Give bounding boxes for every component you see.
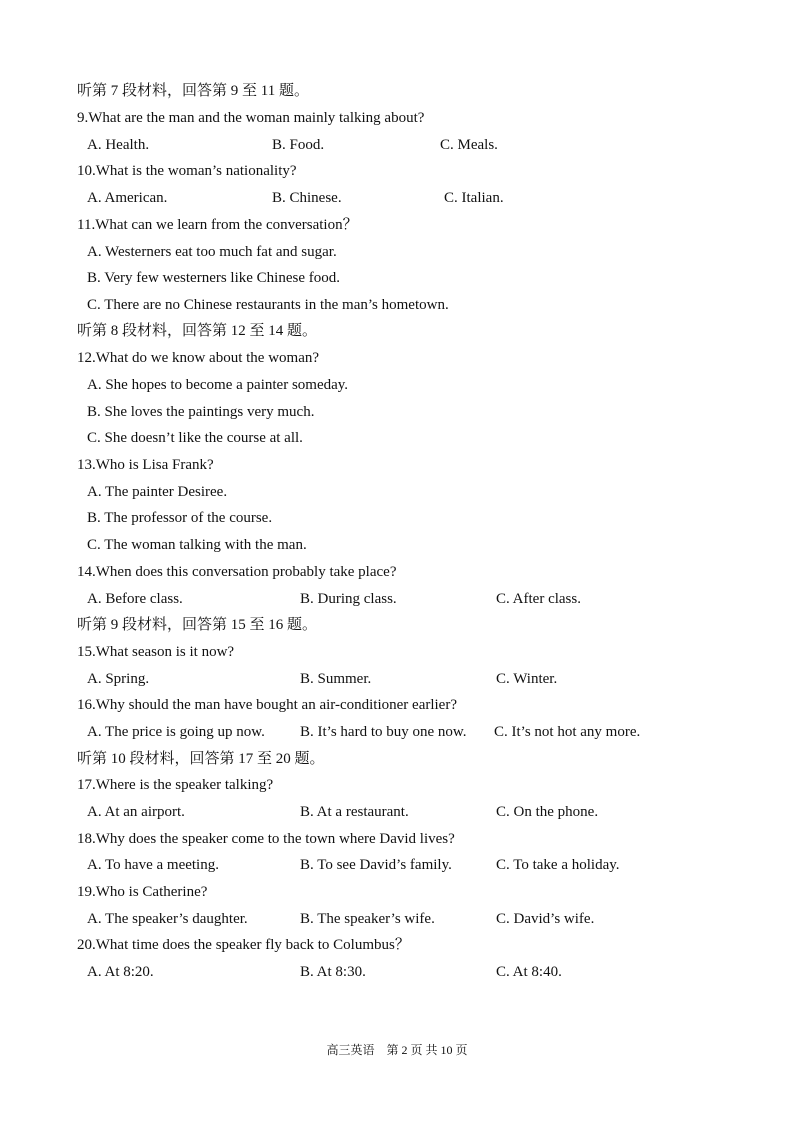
question-stem: 19.Who is Catherine? bbox=[77, 884, 208, 900]
option-c: C. After class. bbox=[496, 591, 581, 607]
section-heading: 听第 10 段材料，回答第 17 至 20 题。 bbox=[77, 751, 325, 767]
option-a: A. American. bbox=[87, 190, 168, 206]
option-b: B. To see David’s family. bbox=[300, 857, 452, 873]
question-stem: 13.Who is Lisa Frank? bbox=[77, 457, 214, 473]
option-c: C. It’s not hot any more. bbox=[494, 724, 641, 740]
option-a: A. Spring. bbox=[87, 671, 150, 687]
option-c: C. Italian. bbox=[444, 190, 504, 206]
option-b: B. During class. bbox=[300, 591, 397, 607]
option-c: C. To take a holiday. bbox=[496, 857, 620, 873]
question-stem: 14.When does this conversation probably take place? bbox=[77, 564, 397, 580]
option-a: A. She hopes to become a painter someday. bbox=[87, 377, 349, 393]
option-c: C. Meals. bbox=[440, 137, 498, 153]
option-c: C. There are no Chinese restaurants in the man’s hometown. bbox=[87, 297, 449, 313]
question-stem: 12.What do we know about the woman? bbox=[77, 350, 320, 366]
option-b: B. Very few westerners like Chinese food. bbox=[87, 270, 340, 286]
option-a: A. Before class. bbox=[87, 591, 183, 607]
section-heading: 听第 8 段材料，回答第 12 至 14 题。 bbox=[77, 323, 318, 339]
option-b: B. The professor of the course. bbox=[87, 510, 273, 526]
question-stem: 16.Why should the man have bought an air-conditioner earlier? bbox=[77, 697, 457, 713]
option-a: A. The price is going up now. bbox=[87, 724, 265, 740]
option-a: A. The speaker’s daughter. bbox=[87, 911, 248, 927]
section-heading: 听第 7 段材料，回答第 9 至 11 题。 bbox=[77, 83, 309, 99]
page-footer: 高三英语 第 2 页 共 10 页 bbox=[326, 1043, 468, 1057]
option-c: C. On the phone. bbox=[496, 804, 599, 820]
option-a: A. Westerners eat too much fat and sugar. bbox=[87, 244, 337, 260]
option-a: A. The painter Desiree. bbox=[87, 484, 228, 500]
question-stem: 10.What is the woman’s nationality? bbox=[77, 163, 297, 179]
option-b: B. Food. bbox=[272, 137, 325, 153]
question-stem: 11.What can we learn from the conversation？ bbox=[77, 217, 358, 233]
option-b: B. Chinese. bbox=[272, 190, 342, 206]
option-c: C. David’s wife. bbox=[496, 911, 595, 927]
option-b: B. It’s hard to buy one now. bbox=[300, 724, 467, 740]
section-heading: 听第 9 段材料，回答第 15 至 16 题。 bbox=[77, 617, 318, 633]
option-c: C. The woman talking with the man. bbox=[87, 537, 307, 553]
option-c: C. She doesn’t like the course at all. bbox=[87, 430, 303, 446]
question-stem: 20.What time does the speaker fly back to Columbus？ bbox=[77, 937, 410, 953]
question-stem: 17.Where is the speaker talking? bbox=[77, 777, 274, 793]
option-c: C. Winter. bbox=[496, 671, 558, 687]
option-a: A. At 8:20. bbox=[87, 964, 154, 980]
question-stem: 9.What are the man and the woman mainly talking about? bbox=[77, 110, 425, 126]
question-stem: 18.Why does the speaker come to the town where David lives? bbox=[77, 831, 455, 847]
option-a: A. At an airport. bbox=[87, 804, 185, 820]
option-b: B. At 8:30. bbox=[300, 964, 366, 980]
option-b: B. She loves the paintings very much. bbox=[87, 404, 315, 420]
option-c: C. At 8:40. bbox=[496, 964, 562, 980]
option-a: A. To have a meeting. bbox=[87, 857, 219, 873]
option-b: B. Summer. bbox=[300, 671, 372, 687]
question-stem: 15.What season is it now? bbox=[77, 644, 235, 660]
option-a: A. Health. bbox=[87, 137, 150, 153]
option-b: B. The speaker’s wife. bbox=[300, 911, 435, 927]
option-b: B. At a restaurant. bbox=[300, 804, 409, 820]
